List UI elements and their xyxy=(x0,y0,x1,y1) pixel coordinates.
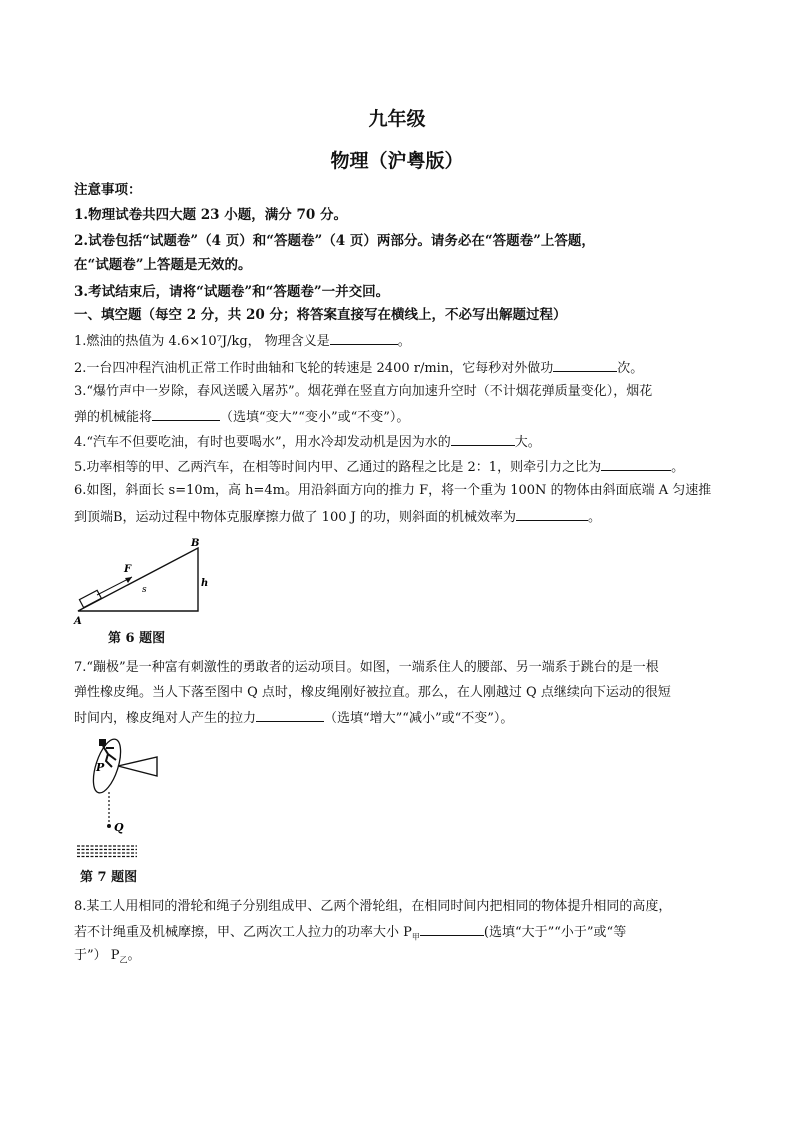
question-7-tail: （选填“增大”“减小”或“不变”）。 xyxy=(324,711,514,726)
question-3-tail: （选填“变大”“变小”或“不变”）。 xyxy=(220,410,410,425)
question-7-line-2: 弹性橡皮绳。当人下落至图中 Q 点时，橡皮绳刚好被拉直。那么，在人刚越过 Q 点继续向下运动的很短 xyxy=(74,685,671,700)
answer-blank xyxy=(152,406,220,421)
question-7-line-1: 7.“蹦极”是一种富有刺激性的勇敢者的运动项目。如图，一端系住人的腰部、另一端系于跳台的是一根 xyxy=(74,660,659,675)
subscript-jia: 甲 xyxy=(411,932,420,942)
question-5-text: 5.功率相等的甲、乙两汽车，在相等时间内甲、乙通过的路程之比是 2：1，则牵引力之比为 xyxy=(74,460,602,475)
figure-6-caption: 第 6 题图 xyxy=(108,631,166,646)
question-8-line-3 xyxy=(74,946,724,971)
question-5-tail: 。 xyxy=(671,460,685,475)
question-4-text: 4.“汽车不但要吃油，有时也要喝水”，用水冷却发动机是因为水的 xyxy=(74,435,451,450)
notice-item-1: 1.物理试卷共四大题 23 小题，满分 70 分。 xyxy=(74,207,347,223)
question-8-line-1: 8.某工人用相同的滑轮和绳子分别组成甲、乙两个滑轮组，在相同时间内把相同的物体提升相同的高度， xyxy=(74,899,672,914)
label-s: s xyxy=(142,585,147,595)
answer-blank xyxy=(256,707,324,722)
question-3-line-2 xyxy=(74,406,724,428)
jump-platform xyxy=(118,757,157,776)
subscript-yi: 乙 xyxy=(119,955,128,965)
label-h: h xyxy=(201,578,209,589)
water-surface xyxy=(77,846,137,857)
answer-blank xyxy=(330,330,398,345)
figure-7-caption: 第 7 题图 xyxy=(80,870,138,885)
question-3-text: 弹的机械能将 xyxy=(74,410,153,425)
answer-blank xyxy=(516,506,588,521)
question-8-tail: (选填“大于”“小于”或“等 xyxy=(483,925,627,940)
question-3-line-1: 3.“爆竹声中一岁除，春风送暖入屠苏”。烟花弹在竖直方向加速升空时（不计烟花弹质量变化），烟花 xyxy=(74,384,653,399)
grade-title: 九年级 xyxy=(368,108,426,130)
question-4 xyxy=(74,431,724,453)
label-F: F xyxy=(124,564,132,575)
notice-item-2-line-1: 2.试卷包括“试题卷”（4 页）和“答题卷”（4 页）两部分。请务必在“答题卷”上答题， xyxy=(74,233,595,249)
question-5 xyxy=(74,456,724,478)
question-6-line-1: 6.如图，斜面长 s=10m，高 h=4m。用沿斜面方向的推力 F，将一个重为 100N 的物体由斜面底端 A 匀速推 xyxy=(74,483,712,498)
answer-blank xyxy=(553,357,617,372)
figure-6-incline-diagram xyxy=(70,536,220,628)
label-A: A xyxy=(74,616,82,627)
question-7-text: 时间内，橡皮绳对人产生的拉力 xyxy=(74,711,257,726)
answer-blank xyxy=(451,431,515,446)
figure-7-bungee-diagram xyxy=(70,734,180,866)
question-2-tail: 次。 xyxy=(617,361,644,376)
question-1-tail: 。 xyxy=(397,334,411,349)
question-4-tail: 大。 xyxy=(514,435,541,450)
label-P: P xyxy=(96,761,105,774)
question-1 xyxy=(74,330,724,352)
question-8-text: 若不计绳重及机械摩擦，甲、乙两次工人拉力的功率大小 P xyxy=(74,925,412,940)
subject-title: 物理（沪粤版） xyxy=(330,150,464,172)
question-8-line-2 xyxy=(74,921,724,948)
question-7-line-3 xyxy=(74,707,724,729)
label-Q: Q xyxy=(114,821,124,834)
section-1-heading: 一、填空题（每空 2 分，共 20 分；将答案直接写在横线上，不必写出解题过程） xyxy=(74,307,567,323)
question-8-end: 。 xyxy=(127,948,141,963)
answer-blank xyxy=(420,921,484,936)
question-6-line-2 xyxy=(74,506,724,528)
question-2-text: 2.一台四冲程汽油机正常工作时曲轴和飞轮的转速是 2400 r/min，它每秒对外做功 xyxy=(74,361,554,376)
answer-blank xyxy=(601,456,671,471)
notice-item-2-line-2: 在“试题卷”上答题是无效的。 xyxy=(74,257,252,273)
question-6-text: 到顶端B，运动过程中物体克服摩擦力做了 100 J 的功，则斜面的机械效率为 xyxy=(74,510,516,525)
notice-item-3: 3.考试结束后，请将“试题卷”和“答题卷”一并交回。 xyxy=(74,284,390,300)
label-B: B xyxy=(191,538,200,549)
question-6-tail: 。 xyxy=(587,510,601,525)
question-8-text-2: 于”） P xyxy=(74,948,120,963)
question-2 xyxy=(74,357,724,379)
point-Q xyxy=(107,824,111,828)
question-1-text: 1.燃油的热值为 4.6×10⁷J/kg， 物理含义是 xyxy=(74,334,330,349)
notice-heading: 注意事项： xyxy=(74,182,142,198)
